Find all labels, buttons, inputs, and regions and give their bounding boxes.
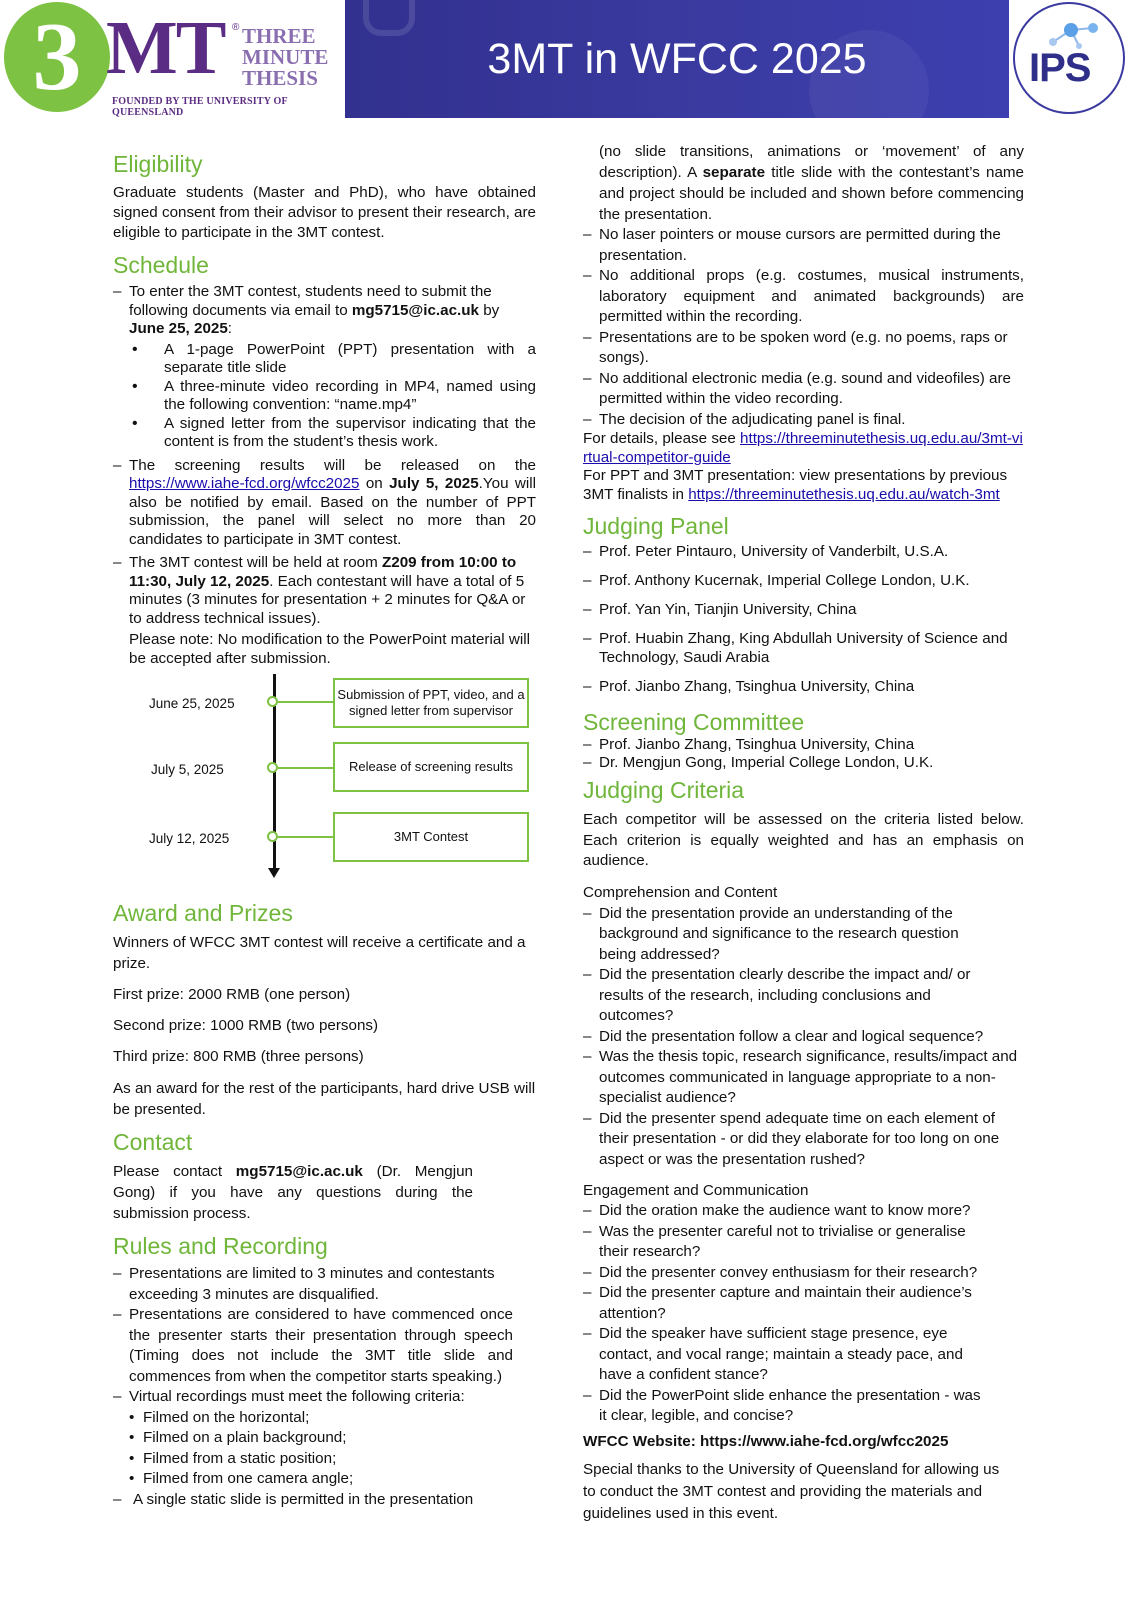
- criterion-item: – Did the presenter convey enthusiasm for their research?: [583, 1263, 1019, 1284]
- judging-panel-heading: Judging Panel: [583, 513, 729, 539]
- 3mt-logo: [0, 0, 345, 118]
- page-header: [0, 0, 1131, 118]
- criterion-item: – Did the presenter spend adequate time on each element of their presentation - or did they elaborate for too long on one aspect or was the presentation rushed?: [583, 1109, 1019, 1171]
- rule-item: – A single static slide is permitted in the presentation: [113, 1490, 513, 1511]
- schedule-item-submit: [113, 283, 536, 339]
- watch-3mt-link[interactable]: https://threeminutethesis.uq.edu.au/watch-3mt: [688, 485, 1000, 503]
- ppt-text: [583, 467, 1024, 504]
- right-column: [583, 141, 1024, 1525]
- timeline-box: Submission of PPT, video, and a signed letter from supervisor: [333, 678, 529, 728]
- screening-date: July 5, 2025: [389, 475, 479, 492]
- schedule-timeline: [113, 672, 536, 887]
- banner-decoration: [363, 0, 415, 36]
- timeline-dot: [267, 762, 278, 773]
- wfcc-website[interactable]: WFCC Website: https://www.iahe-fcd.org/wfcc2025: [583, 1432, 949, 1450]
- rule-item-continued: [583, 141, 1024, 225]
- ips-logo-text: IPS: [1029, 46, 1091, 90]
- schedule-item-text: To enter the 3MT contest, students need to submit the following documents via email to: [129, 283, 492, 319]
- engagement-heading: Engagement and Communication: [583, 1182, 809, 1199]
- timeline-box: Release of screening results: [333, 742, 529, 792]
- criterion-item: – Did the presentation follow a clear and logical sequence?: [583, 1027, 1039, 1048]
- schedule-heading: Schedule: [113, 252, 209, 278]
- rule-item: – Virtual recordings must meet the following criteria:: [113, 1387, 513, 1408]
- rule-text-part: title slide with the contestant’s name and project should be included and shown before commencing the presentation.: [599, 164, 1024, 223]
- criterion-item: – Did the presenter capture and maintain their audience’s attention?: [583, 1283, 983, 1324]
- recording-criterion: • Filmed from a static position;: [129, 1449, 513, 1470]
- logo-3-numeral: 3: [4, 2, 110, 112]
- screening-member: – Dr. Mengjun Gong, Imperial College London, U.K.: [583, 754, 1024, 772]
- schedule-note: Please note: No modification to the PowerPoint material will be accepted after submission.: [129, 631, 530, 667]
- schedule-bullet: • A three-minute video recording in MP4, named using the following convention: “name.mp4”: [130, 378, 536, 415]
- left-column: [113, 150, 536, 1510]
- rules-list-continued: [583, 225, 1024, 430]
- timeline-dot: [267, 696, 278, 707]
- eligibility-heading: Eligibility: [113, 151, 203, 177]
- participant-award: As an award for the rest of the participants, hard drive USB will be presented.: [113, 1080, 536, 1118]
- timeline-dot: [267, 831, 278, 842]
- contact-email[interactable]: mg5715@ic.ac.uk: [235, 1163, 363, 1180]
- rule-item: – Presentations are considered to have commenced once the presenter starts their presentation through speech (Timing does not include the 3MT title slide and commences from when the competitor starts speaking.): [113, 1305, 513, 1387]
- acknowledgement: Special thanks to the University of Queensland for allowing us to conduct the 3MT contest and providing the materials and guidelines used in this event.: [583, 1460, 1000, 1522]
- schedule-item-text: by: [478, 301, 500, 319]
- timeline-connector: [278, 701, 333, 703]
- timeline-connector: [278, 767, 333, 769]
- eligibility-text: Graduate students (Master and PhD), who have obtained signed consent from their advisor to present their research, are eligible to participate in the 3MT contest.: [113, 184, 536, 241]
- ppt-label: For PPT and 3MT presentation: view presentations by previous 3MT finalists in: [583, 467, 1008, 503]
- first-prize: First prize: 2000 RMB (one person): [113, 986, 351, 1003]
- schedule-item-text: .You will also be notified by email. Based on the number of PPT submission, the panel will select no more than 20 candidates to participate in 3MT contest.: [129, 475, 536, 548]
- rule-item: – The decision of the adjudicating panel is final.: [583, 410, 1024, 431]
- timeline-date: July 5, 2025: [151, 762, 224, 777]
- judge-item: – Prof. Anthony Kucernak, Imperial College London, U.K.: [583, 571, 1024, 590]
- screening-list: [583, 736, 1024, 772]
- competitor-guide-link[interactable]: https://threeminutethesis.uq.edu.au/3mt-virtual-competitor-guide: [583, 430, 1023, 466]
- criteria-intro: Each competitor will be assessed on the criteria listed below. Each criterion is equally weighted and has an emphasis on audience.: [583, 811, 1024, 869]
- criterion-item: – Did the presentation provide an understanding of the background and significance to the research question being addressed?: [583, 904, 983, 966]
- judge-item: – Prof. Jianbo Zhang, Tsinghua University, China: [583, 677, 1024, 696]
- awards-heading: Award and Prizes: [113, 900, 293, 926]
- rule-item: – Presentations are limited to 3 minutes and contestants exceeding 3 minutes are disqualified.: [113, 1264, 513, 1305]
- criterion-item: – Did the PowerPoint slide enhance the presentation - was it clear, legible, and concise?: [583, 1386, 983, 1427]
- rules-list: [113, 1264, 513, 1510]
- schedule-bullet: • A 1-page PowerPoint (PPT) presentation with a separate title slide: [130, 341, 536, 378]
- contest-time: Z209 from 10:00 to 11:30, July 12, 2025: [129, 554, 517, 590]
- third-prize: Third prize: 800 RMB (three persons): [113, 1048, 364, 1065]
- contact-email[interactable]: mg5715@ic.ac.uk: [351, 301, 479, 319]
- criterion-item: – Did the oration make the audience want to know more?: [583, 1201, 1019, 1222]
- awards-intro: Winners of WFCC 3MT contest will receive a certificate and a prize.: [113, 934, 526, 972]
- submission-deadline: June 25, 2025: [129, 320, 228, 337]
- contact-text-part: (Dr. Mengjun Gong) if you have any questions during the submission process.: [113, 1163, 473, 1222]
- timeline-date: July 12, 2025: [149, 831, 230, 846]
- rule-item: – No additional props (e.g. costumes, musical instruments, laboratory equipment and animated backgrounds) are permitted within the recording.: [583, 266, 1024, 328]
- schedule-item-text: The 3MT contest will be held at room: [129, 554, 382, 571]
- logo-registered-mark: ®: [232, 22, 240, 33]
- schedule-item-text: The screening results will be released on the: [129, 456, 536, 474]
- timeline-connector: [278, 836, 333, 838]
- rule-text-part: (no slide transitions, animations or ‘movement’ of any description). A: [599, 143, 1024, 181]
- rule-item: – Presentations are to be spoken word (e.g. no poems, raps or songs).: [583, 328, 1024, 369]
- comprehension-heading: Comprehension and Content: [583, 883, 778, 901]
- wfcc-link[interactable]: https://www.iahe-fcd.org/wfcc2025: [129, 475, 360, 492]
- logo-founded-text: FOUNDED BY THE UNIVERSITY OF QUEENSLAND: [112, 96, 288, 118]
- criteria-heading: Judging Criteria: [583, 777, 745, 803]
- recording-criterion: • Filmed on a plain background;: [129, 1428, 513, 1449]
- recording-criterion: • Filmed on the horizontal;: [129, 1408, 513, 1429]
- judge-item: – Prof. Huabin Zhang, King Abdullah University of Science and Technology, Saudi Arabia: [583, 629, 1024, 667]
- logo-tagline: THREE MINUTE THESIS: [242, 24, 329, 90]
- criterion-item: – Was the thesis topic, research significance, results/impact and outcomes communicated in language appropriate to a non-specialist audience?: [583, 1047, 1019, 1109]
- schedule-item-text: :: [227, 320, 233, 337]
- second-prize: Second prize: 1000 RMB (two persons): [113, 1017, 379, 1034]
- details-text: [583, 430, 1024, 467]
- judging-panel-list: [583, 542, 1024, 696]
- comprehension-list: [583, 904, 1018, 1171]
- contact-text-part: Please contact: [113, 1163, 236, 1180]
- timeline-date: June 25, 2025: [149, 696, 235, 711]
- rule-item: – No additional electronic media (e.g. sound and videofiles) are permitted within the video recording.: [583, 369, 1024, 410]
- rules-heading: Rules and Recording: [113, 1233, 328, 1259]
- screening-member: – Prof. Jianbo Zhang, Tsinghua University, China: [583, 736, 1024, 754]
- criterion-item: – Did the presentation clearly describe the impact and/ or results of the research, including conclusions and outcomes?: [583, 965, 983, 1027]
- title-banner: [345, 0, 1009, 118]
- criterion-item: – Did the speaker have sufficient stage presence, eye contact, and vocal range; maintain a steady pace, and have a confident stance?: [583, 1324, 983, 1386]
- judge-item: – Prof. Peter Pintauro, University of Vanderbilt, U.S.A.: [583, 542, 1024, 561]
- engagement-list: [583, 1201, 983, 1427]
- details-label: For details, please see: [583, 430, 741, 447]
- contact-heading: Contact: [113, 1129, 193, 1155]
- logo-mt-letters: MT: [106, 6, 225, 90]
- judge-item: – Prof. Yan Yin, Tianjin University, China: [583, 600, 1024, 619]
- criterion-item: – Was the presenter careful not to trivialise or generalise their research?: [583, 1222, 983, 1263]
- rule-item: – No laser pointers or mouse cursors are permitted during the presentation.: [583, 225, 1024, 266]
- page-title: 3MT in WFCC 2025: [487, 35, 867, 83]
- ips-logo: [1013, 2, 1125, 114]
- schedule-item-text: on: [359, 475, 390, 492]
- schedule-item-text: . Each contestant will have a total of 5 minutes (3 minutes for presentation + 2 minutes for Q&A or to address technical issues).: [129, 572, 526, 627]
- schedule-bullet: • A signed letter from the supervisor indicating that the content is from the student’s thesis work.: [130, 415, 536, 452]
- timeline-box: 3MT Contest: [333, 812, 529, 862]
- screening-heading: Screening Committee: [583, 709, 805, 735]
- contact-text: [113, 1161, 473, 1224]
- rule-text-bold: separate: [702, 164, 766, 181]
- recording-criterion: • Filmed from one camera angle;: [129, 1469, 513, 1490]
- schedule-item-contest: [113, 554, 536, 628]
- timeline-arrow: [268, 868, 280, 878]
- schedule-item-screening: [113, 457, 536, 550]
